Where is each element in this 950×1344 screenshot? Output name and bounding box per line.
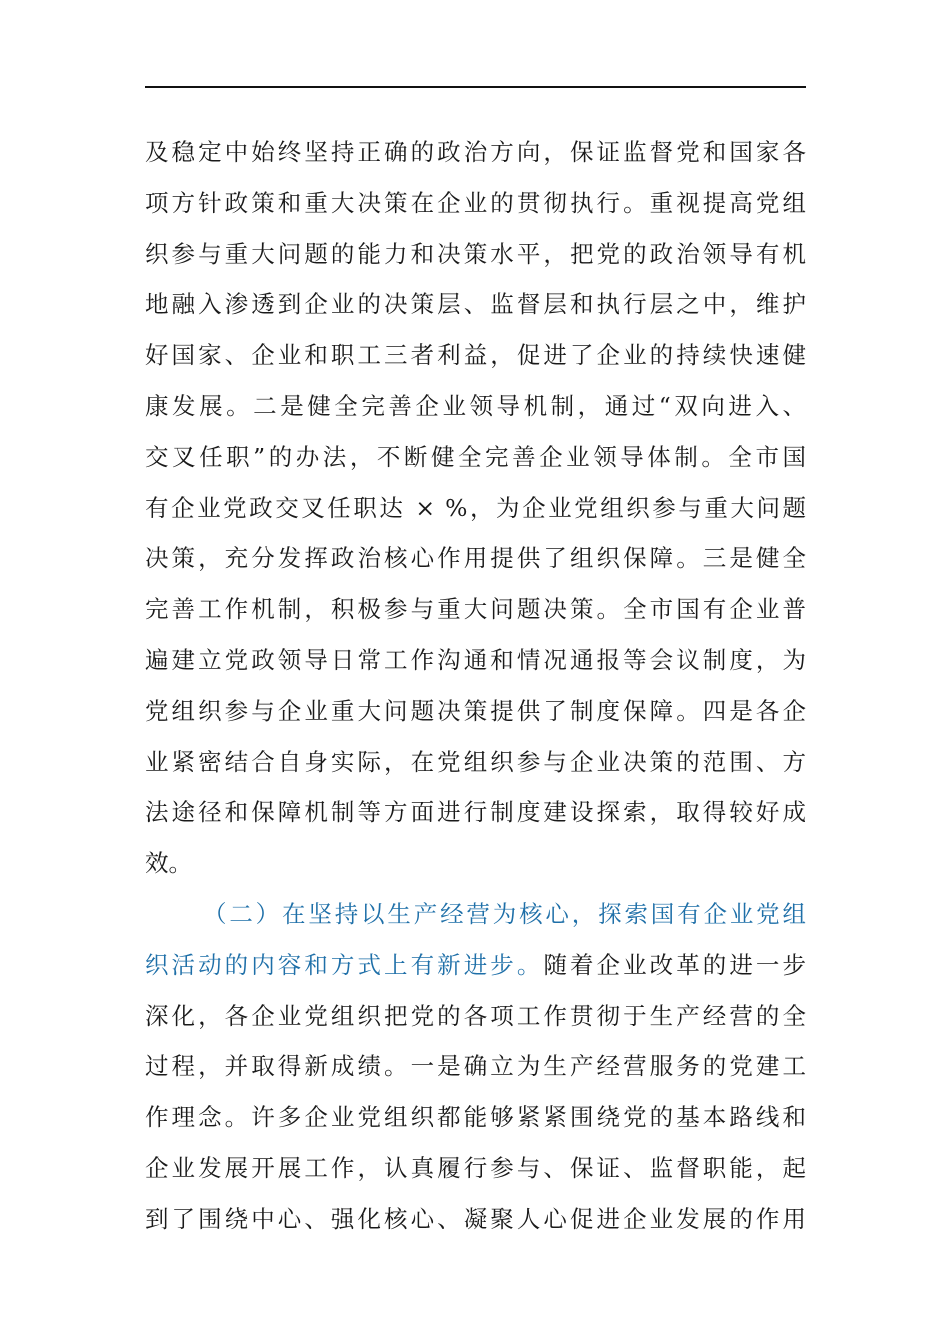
text-line: 过程，并取得新成绩。一是确立为生产经营服务的党建工: [145, 1052, 806, 1081]
text-line: 企业发展开展工作，认真履行参与、保证、监督职能，起: [145, 1153, 806, 1182]
text-line: 地融入渗透到企业的决策层、监督层和执行层之中，维护: [145, 290, 806, 319]
text-line: 好国家、企业和职工三者利益，促进了企业的持续快速健: [145, 341, 806, 370]
text-line: 作理念。许多企业党组织都能够紧紧围绕党的基本路线和: [145, 1103, 806, 1132]
text-line: 到了围绕中心、强化核心、凝聚人心促进企业发展的作用: [145, 1204, 806, 1233]
text-line: 业紧密结合自身实际，在党组织参与企业决策的范围、方: [145, 747, 806, 776]
text-line: 康发展。二是健全完善企业领导机制，通过“双向进入、: [145, 391, 806, 420]
section-heading: （二）在坚持以生产经营为核心，探索国有企业党组: [203, 899, 806, 928]
text-line: 有企业党政交叉任职达 × %，为企业党组织参与重大问题: [145, 493, 806, 522]
text-line: 及稳定中始终坚持正确的政治方向，保证监督党和国家各: [145, 138, 806, 166]
text-line: 织参与重大问题的能力和决策水平，把党的政治领导有机: [145, 239, 806, 268]
text-line: 决策，充分发挥政治核心作用提供了组织保障。三是健全: [145, 544, 806, 573]
text-line: 遍建立党政领导日常工作沟通和情况通报等会议制度，为: [145, 645, 806, 674]
text-segment: 随着企业改革的进一步: [543, 950, 806, 979]
text-line: 效。: [145, 849, 192, 878]
text-line: 法途径和保障机制等方面进行制度建设探索，取得较好成: [145, 798, 806, 827]
text-line: 完善工作机制，积极参与重大问题决策。全市国有企业普: [145, 595, 806, 624]
body-text: [145, 127, 806, 1245]
section-heading-end: 织活动的内容和方式上有新进步。: [145, 950, 544, 979]
text-line: 项方针政策和重大决策在企业的贯彻执行。重视提高党组: [145, 188, 806, 217]
text-line: 党组织参与企业重大问题决策提供了制度保障。四是各企: [145, 696, 806, 725]
header-rule: [145, 86, 806, 88]
section-heading-continued: [145, 940, 806, 991]
text-line: 交叉任职”的办法，不断健全完善企业领导体制。全市国: [145, 442, 806, 471]
text-line: 深化，各企业党组织把党的各项工作贯彻于生产经营的全: [145, 1001, 806, 1030]
